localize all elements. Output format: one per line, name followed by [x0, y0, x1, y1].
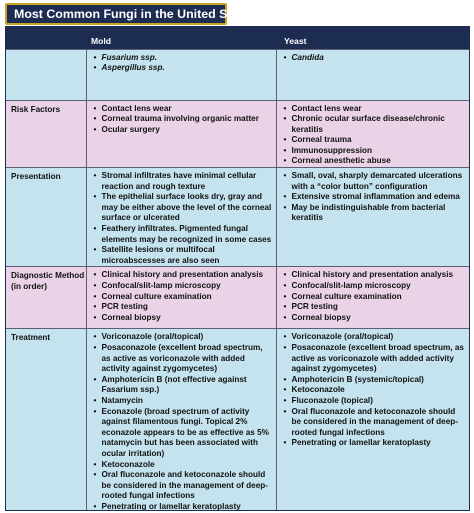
list-item: • Oral fluconazole and ketoconazole should be considered in the management of deep-rooted fungal infections [283, 407, 466, 439]
mold-cell [86, 168, 276, 267]
list-item: • Extensive stromal inflammation and edema [283, 192, 466, 203]
row-organisms [6, 49, 469, 100]
list-item: • Feathery infiltrates. Pigmented fungal elements may be recognized in some cases [93, 224, 272, 245]
list-item: • Ketoconazole [93, 460, 272, 471]
list-item: • Econazole (broad spectrum of activity against filamentous fungi. Topical 2% econazole appears to be as effective as 5% natamycin but has been associated with ocular irritation) [93, 407, 272, 460]
list-item: • Confocal/slit-lamp microscopy [283, 281, 466, 292]
list-item: • Voriconazole (oral/topical) [283, 332, 466, 343]
list-item: • Contact lens wear [93, 104, 272, 115]
list-item: • Voriconazole (oral/topical) [93, 332, 272, 343]
list-item: • Corneal biopsy [283, 313, 466, 324]
list-item: • Satellite lesions or multifocal microabscesses are also seen [93, 245, 272, 266]
list-item: • Amphotericin B (not effective against Fasarium ssp.) [93, 375, 272, 396]
header-mold: Mold [86, 27, 276, 49]
list-item: • Posaconazole (excellent broad spectrum, as active as voriconazole with added activity against zygomycetes) [283, 343, 466, 375]
list-item: • Posaconazole (excellent broad spectrum, as active as voriconazole with added activity against zygomycetes) [93, 343, 272, 375]
row-label: Diagnostic Method (in order) [6, 267, 86, 329]
list-item: • Ocular surgery [93, 125, 272, 136]
list-item: • Corneal culture examination [283, 292, 466, 303]
fungi-table [5, 26, 470, 511]
row-label: Risk Factors [6, 100, 86, 168]
header-row [6, 27, 469, 49]
list-item: • Confocal/slit-lamp microscopy [93, 281, 272, 292]
row-risk-factors [6, 100, 469, 168]
list-item: • Fusarium ssp. [93, 53, 272, 64]
list-item: • Aspergillus ssp. [93, 63, 272, 74]
list-item: • Penetrating or lamellar keratoplasty [283, 438, 466, 449]
list-item: • Corneal trauma involving organic matter [93, 114, 272, 125]
row-label: Presentation [6, 168, 86, 267]
list-item: • Corneal culture examination [93, 292, 272, 303]
yeast-cell [276, 168, 469, 267]
list-item: • Corneal anesthetic abuse [283, 156, 466, 167]
list-item: • Fluconazole (topical) [283, 396, 466, 407]
list-item: • Penetrating or lamellar keratoplasty [93, 502, 272, 511]
yeast-cell [276, 49, 469, 100]
yeast-cell [276, 100, 469, 168]
comparison-table [6, 27, 469, 511]
list-item: • Natamycin [93, 396, 272, 407]
list-item: • PCR testing [283, 302, 466, 313]
list-item: • Stromal infiltrates have minimal cellular reaction and rough texture [93, 171, 272, 192]
list-item: • Clinical history and presentation analysis [283, 270, 466, 281]
list-item: • May be indistinguishable from bacterial keratitis [283, 203, 466, 224]
header-yeast: Yeast [276, 27, 469, 49]
list-item: • The epithelial surface looks dry, gray and may be either above the level of the corneal surface or ulcerated [93, 192, 272, 224]
row-label [6, 49, 86, 100]
header-blank [6, 27, 86, 49]
list-item: • Small, oval, sharply demarcated ulcerations with a “color button” configuration [283, 171, 466, 192]
list-item: • Corneal trauma [283, 135, 466, 146]
mold-cell [86, 267, 276, 329]
row-label: Treatment [6, 329, 86, 511]
title-bar [0, 0, 474, 29]
mold-cell [86, 49, 276, 100]
yeast-cell [276, 267, 469, 329]
list-item: • Ketoconazole [283, 385, 466, 396]
list-item: • PCR testing [93, 302, 272, 313]
list-item: • Oral fluconazole and ketoconazole should be considered in the management of deep-rooted fungal infections [93, 470, 272, 502]
mold-cell [86, 329, 276, 511]
mold-cell [86, 100, 276, 168]
list-item: • Corneal biopsy [93, 313, 272, 324]
row-diagnostic-method [6, 267, 469, 329]
list-item: • Chronic ocular surface disease/chronic keratitis [283, 114, 466, 135]
list-item: • Amphotericin B (systemic/topical) [283, 375, 466, 386]
list-item: • Contact lens wear [283, 104, 466, 115]
table-title: Most Common Fungi in the United States [5, 3, 227, 25]
row-presentation [6, 168, 469, 267]
row-treatment [6, 329, 469, 511]
yeast-cell [276, 329, 469, 511]
list-item: • Clinical history and presentation analysis [93, 270, 272, 281]
list-item: • Candida [283, 53, 466, 64]
list-item: • Immunosuppression [283, 146, 466, 157]
